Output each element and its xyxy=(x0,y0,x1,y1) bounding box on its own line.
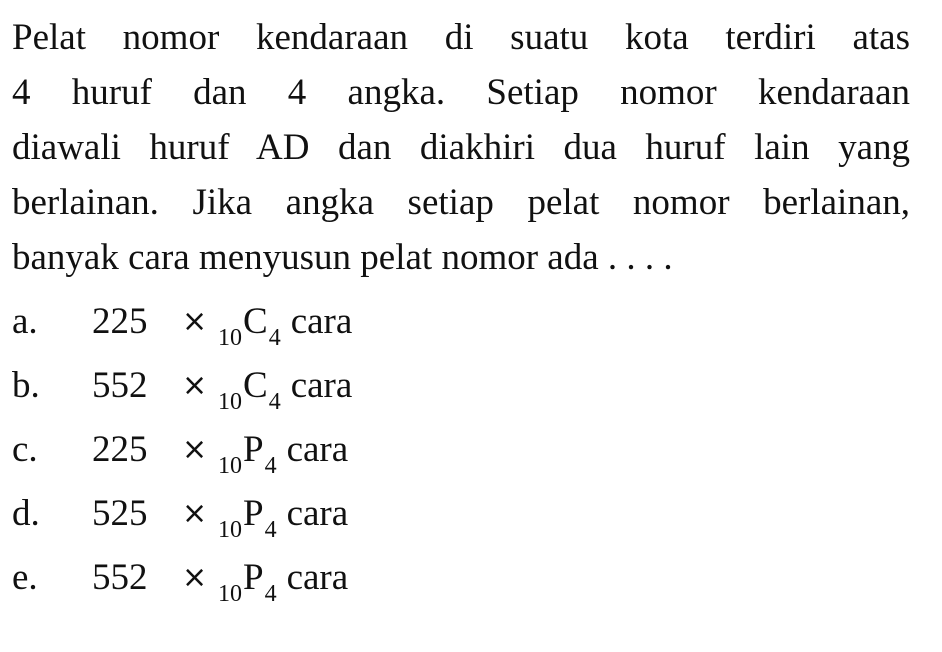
post-subscript: 4 xyxy=(268,325,281,351)
operator-symbol: P xyxy=(243,493,264,534)
option-letter: e. xyxy=(12,557,38,598)
option-unit: cara xyxy=(290,301,353,342)
option-letter: b. xyxy=(12,365,40,406)
post-subscript: 4 xyxy=(264,581,277,607)
times-sign: × xyxy=(182,368,208,403)
option-letter: d. xyxy=(12,493,40,534)
pre-subscript: 10 xyxy=(218,517,242,543)
option-expression xyxy=(218,556,349,607)
pre-subscript: 10 xyxy=(218,389,242,415)
times-sign: × xyxy=(182,496,208,531)
question-line-1: Pelat nomor kendaraan di suatu kota terdiri atas xyxy=(12,17,910,58)
option-expression xyxy=(218,364,353,415)
question-text xyxy=(12,10,910,285)
times-sign: × xyxy=(182,560,208,595)
operator-symbol: C xyxy=(243,365,268,406)
option-number: 225 xyxy=(92,301,148,342)
option-unit: cara xyxy=(290,365,353,406)
option-expression xyxy=(218,492,349,543)
question-line-5: banyak cara menyusun pelat nomor ada . . . . xyxy=(12,237,673,278)
post-subscript: 4 xyxy=(264,453,277,479)
question-line-4: berlainan. Jika angka setiap pelat nomor berlainan, xyxy=(12,182,910,223)
question-line-3: diawali huruf AD dan diakhiri dua huruf lain yang xyxy=(12,127,910,168)
post-subscript: 4 xyxy=(264,517,277,543)
option-number: 225 xyxy=(92,429,148,470)
pre-subscript: 10 xyxy=(218,325,242,351)
option-unit: cara xyxy=(286,557,349,598)
option-unit: cara xyxy=(286,493,349,534)
option-expression xyxy=(218,300,353,351)
option-letter: c. xyxy=(12,429,38,470)
operator-symbol: P xyxy=(243,557,264,598)
option-number: 552 xyxy=(92,557,148,598)
operator-symbol: P xyxy=(243,429,264,470)
option-number: 552 xyxy=(92,365,148,406)
question-line-2: 4 huruf dan 4 angka. Setiap nomor kendaraan xyxy=(12,72,910,113)
times-sign: × xyxy=(182,304,208,339)
operator-symbol: C xyxy=(243,301,268,342)
pre-subscript: 10 xyxy=(218,453,242,479)
option-number: 525 xyxy=(92,493,148,534)
option-letter: a. xyxy=(12,301,38,342)
pre-subscript: 10 xyxy=(218,581,242,607)
option-expression xyxy=(218,428,349,479)
post-subscript: 4 xyxy=(268,389,281,415)
option-unit: cara xyxy=(286,429,349,470)
times-sign: × xyxy=(182,432,208,467)
